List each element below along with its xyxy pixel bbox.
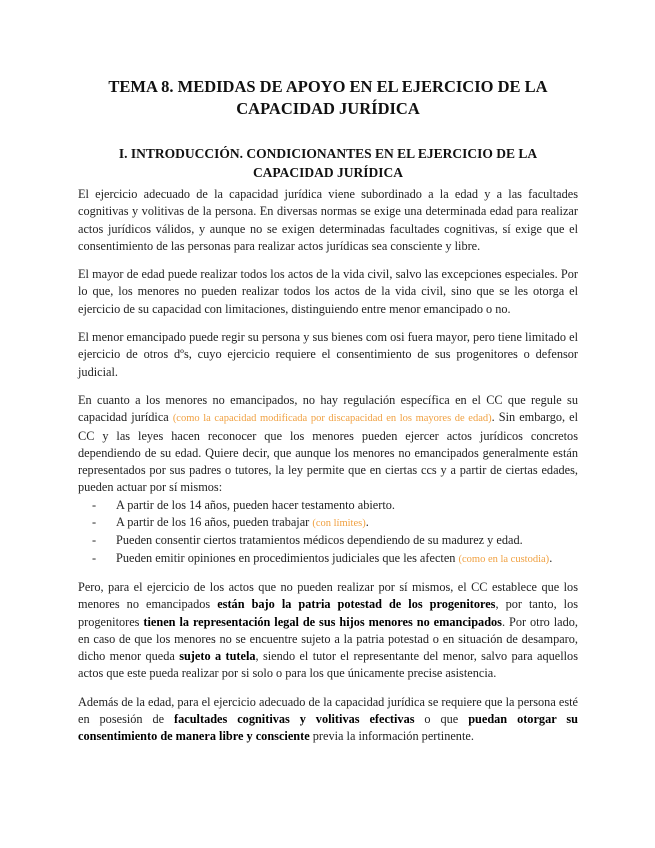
list-item-end: .	[549, 550, 553, 565]
bold-text: sujeto a tutela	[179, 649, 256, 664]
list-item-text: Pueden emitir opiniones en procedimientos judiciales que les afecten	[116, 550, 459, 565]
list-item	[92, 550, 578, 568]
age-list	[78, 497, 578, 568]
list-item-note: (como en la custodia)	[458, 553, 550, 565]
text: . Por otro lado, en caso de que los menores no se encuentre sujeto a la patria potestad o en situación de desamparo, dicho menor queda	[78, 614, 579, 664]
text: , siendo el tutor el representante del menor, salvo para aquellos actos que este pueda realizar por si solo o para los que únicamente precise asistencia.	[78, 649, 578, 681]
list-item-note: (con límites)	[312, 518, 366, 530]
bold-text: tienen la representación legal de sus hijos menores no emancipados	[143, 614, 502, 629]
bold-text: facultades cognitivas y volitivas efectivas	[174, 712, 415, 727]
paragraph-6	[78, 694, 578, 746]
text: Pero, para el ejercicio de los actos que no pueden realizar por sí mismos, el CC establece que los menores no emancipados	[78, 579, 578, 612]
text: . Sin embargo, el CC y las leyes hacen reconocer que los menores pueden ejercer actos jurídicos concretos dependiendo de su edad. Quiere decir, que aunque los menores no emancipados generalmente están representados por sus padres o tutores, la ley permite que en ciertas ccs y a partir de ciertas edades, pueden actuar por sí mismos:	[78, 410, 578, 495]
bold-text: están bajo la patria potestad de los progenitores	[217, 597, 496, 612]
list-item-text: A partir de los 14 años, pueden hacer testamento abierto.	[116, 497, 395, 512]
list-item	[92, 532, 578, 549]
document-page	[78, 76, 578, 757]
text: , por tanto, los progenitores	[78, 597, 579, 629]
section-title: I. INTRODUCCIÓN. CONDICIONANTES EN EL EJERCICIO DE LA CAPACIDAD JURÍDICA	[118, 146, 538, 180]
paragraph-2: El mayor de edad puede realizar todos los actos de la vida civil, salvo las excepciones especiales. Por lo que, los menores no pueden realizar todos los actos de la vida civil, sino que se les otorga el ejercicio de su capacidad con limitaciones, distinguiendo entre menor emancipado o no.	[78, 267, 578, 316]
text: En cuanto a los menores no emancipados, no hay regulación específica en el CC que regule su capacidad jurídica	[78, 392, 578, 425]
document-title: TEMA 8. MEDIDAS DE APOYO EN EL EJERCICIO DE LA CAPACIDAD JURÍDICA	[108, 77, 548, 118]
paragraph-1: El ejercicio adecuado de la capacidad jurídica viene subordinado a la edad y a las facultades cognitivas y volitivas de la persona. En diversas normas se exige una determinada edad para realizar actos jurídicos válidos, y aunque no se exigen determinadas facultades cognitivas, sí exige que el consentimiento de las personas para realizar actos jurídicas sea consciente y libre.	[78, 187, 578, 253]
list-item-text: A partir de los 16 años, pueden trabajar	[116, 515, 313, 530]
list-item-text: Pueden consentir ciertos tratamientos médicos dependiendo de su madurez y edad.	[116, 533, 523, 548]
bold-text: puedan otorgar su consentimiento de manera libre y consciente	[78, 712, 578, 744]
paragraph-3: El menor emancipado puede regir su persona y sus bienes com osi fuera mayor, pero tiene limitado el ejercicio de otros dºs, cuyo ejercicio requiere el consentimiento de sus progenitores o defensor judicial.	[78, 330, 578, 379]
text: o que	[414, 712, 469, 727]
list-item-end: .	[365, 515, 369, 530]
list-item	[92, 497, 578, 514]
paragraph-4	[78, 392, 578, 497]
margin-note: (como la capacidad modificada por discapacidad en los mayores de edad)	[172, 413, 492, 425]
list-item	[92, 514, 578, 532]
text: previa la información pertinente.	[309, 729, 474, 744]
text: Además de la edad, para el ejercicio adecuado de la capacidad jurídica se requiere que la persona esté en posesión de	[78, 694, 578, 727]
paragraph-5	[78, 579, 578, 683]
